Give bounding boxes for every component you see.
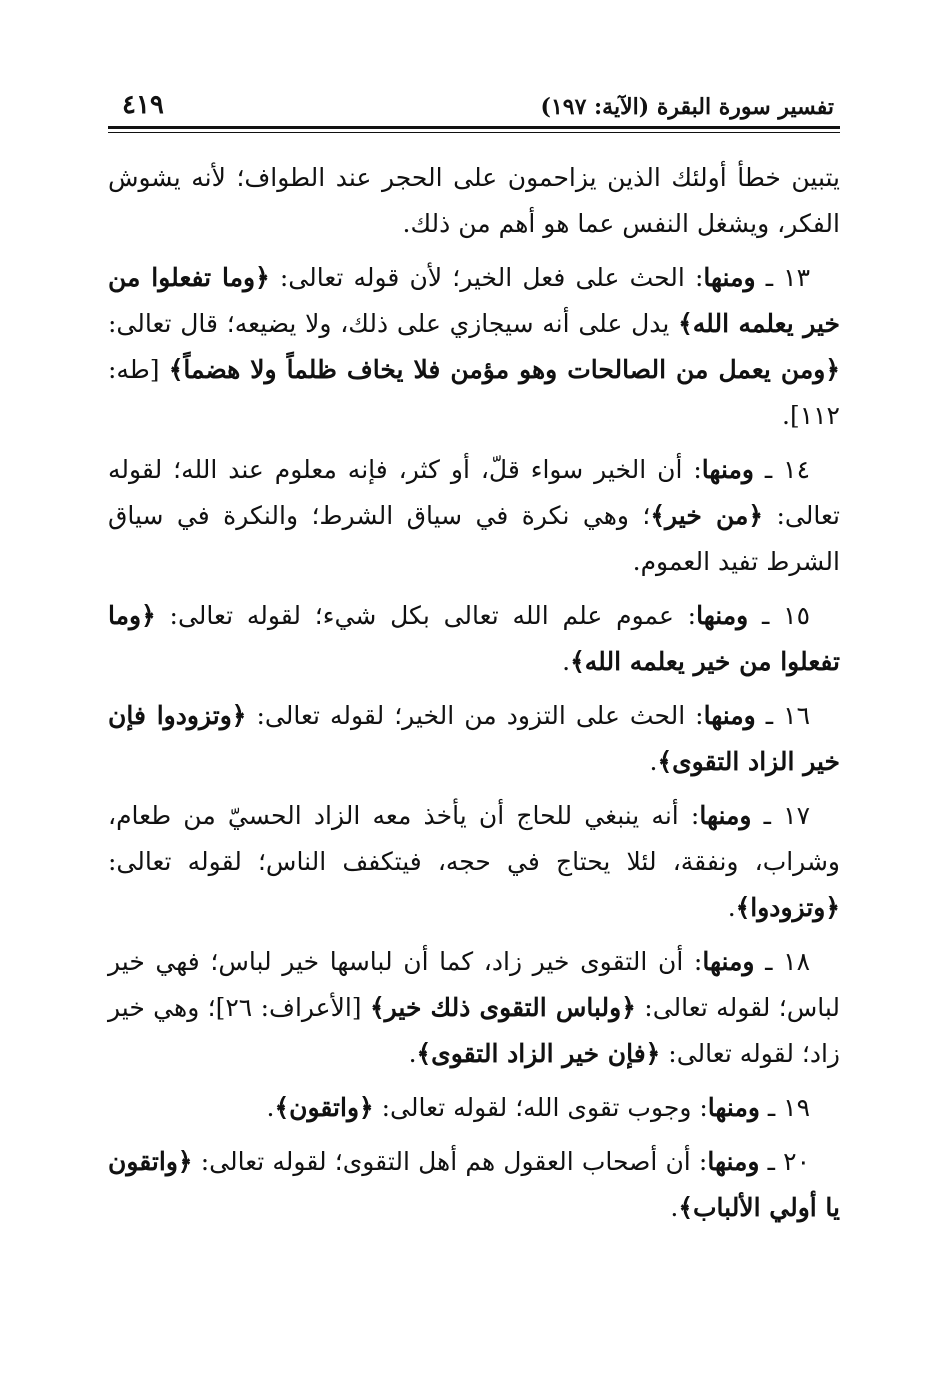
text-segment: : أن التقوى خير زاد، كما أن لباسها خير لباس؛ فهي خير لباس؛ لقوله تعالى: bbox=[108, 947, 840, 1022]
bold-text-segment: ومنها bbox=[707, 1093, 760, 1122]
bold-text-segment: ﴿واتقون﴾ bbox=[274, 1093, 374, 1122]
header-title: تفسير سورة البقرة (الآية: ١٩٧) bbox=[540, 94, 834, 120]
text-segment: : أن أصحاب العقول هم أهل التقوى؛ لقوله تعالى: bbox=[192, 1147, 708, 1176]
bold-text-segment: ﴿ولباس التقوى ذلك خير﴾ bbox=[369, 993, 636, 1022]
text-segment: . bbox=[649, 747, 658, 776]
paragraph bbox=[108, 155, 840, 247]
text-segment: . bbox=[408, 1039, 417, 1068]
text-segment: : أنه ينبغي للحاج أن يأخذ معه الزاد الحسيّ من طعام، وشراب، ونفقة، لئلا يحتاج في حجه، فيتكفف الناس؛ لقوله تعالى: bbox=[108, 801, 840, 876]
paragraph bbox=[108, 1139, 840, 1231]
bold-text-segment: ﴿وتزودوا فإن خير الزاد التقوى﴾ bbox=[108, 701, 840, 776]
header-rule-thin bbox=[108, 132, 840, 133]
text-segment: : الحث على فعل الخير؛ لأن قوله تعالى: bbox=[269, 263, 704, 292]
bold-text-segment: ومنها bbox=[696, 601, 749, 630]
paragraph bbox=[108, 1085, 840, 1131]
bold-text-segment: ومنها bbox=[701, 455, 754, 484]
bold-text-segment: ﴿وما تفعلوا من خير يعلمه الله﴾ bbox=[108, 263, 840, 338]
paragraph bbox=[108, 447, 840, 585]
bold-text-segment: ﴿من خير﴾ bbox=[650, 501, 764, 530]
bold-text-segment: ﴿وما تفعلوا من خير يعلمه الله﴾ bbox=[108, 601, 840, 676]
page-number: ٤١٩ bbox=[122, 90, 164, 120]
text-segment: . bbox=[266, 1093, 275, 1122]
text-segment: ١٣ ـ bbox=[755, 263, 810, 292]
bold-text-segment: ومنها bbox=[699, 801, 752, 830]
text-segment: . bbox=[670, 1193, 679, 1222]
book-page bbox=[108, 78, 840, 1239]
body-text bbox=[108, 155, 840, 1231]
text-segment: : الحث على التزود من الخير؛ لقوله تعالى: bbox=[246, 701, 704, 730]
paragraph bbox=[108, 255, 840, 439]
text-segment: : عموم علم الله تعالى بكل شيء؛ لقوله تعالى: bbox=[155, 601, 697, 630]
paragraph bbox=[108, 693, 840, 785]
paragraph bbox=[108, 939, 840, 1077]
text-segment: : وجوب تقوى الله؛ لقوله تعالى: bbox=[373, 1093, 708, 1122]
text-segment: . bbox=[727, 893, 736, 922]
header-rule-thick bbox=[108, 126, 840, 129]
text-segment: ٢٠ ـ bbox=[759, 1147, 811, 1176]
text-segment: ١٤ ـ bbox=[753, 455, 810, 484]
bold-text-segment: ﴿واتقون يا أولي الألباب﴾ bbox=[108, 1147, 840, 1222]
paragraph bbox=[108, 593, 840, 685]
text-segment: [طه: ١١٢]. bbox=[108, 355, 840, 430]
bold-text-segment: ﴿ومن يعمل من الصالحات وهو مؤمن فلا يخاف ظلماً ولا هضماً﴾ bbox=[168, 355, 840, 384]
text-segment: . bbox=[562, 647, 571, 676]
text-segment: ؛ وهي نكرة في سياق الشرط؛ والنكرة في سياق الشرط تفيد العموم. bbox=[108, 501, 840, 576]
text-segment: ١٨ ـ bbox=[754, 947, 810, 976]
text-segment: يتبين خطأ أولئك الذين يزاحمون على الحجر عند الطواف؛ لأنه يشوش الفكر، ويشغل النفس عما هو أهم من ذلك. bbox=[108, 163, 840, 238]
text-segment: ١٧ ـ bbox=[751, 801, 811, 830]
bold-text-segment: ومنها bbox=[703, 701, 756, 730]
bold-text-segment: ومنها bbox=[703, 263, 756, 292]
text-segment: ١٩ ـ bbox=[759, 1093, 810, 1122]
text-segment: : أن الخير سواء قلّ، أو كثر، فإنه معلوم عند الله؛ لقوله تعالى: bbox=[108, 455, 840, 530]
paragraph bbox=[108, 793, 840, 931]
text-segment: [الأعراف: ٢٦]؛ وهي خير زاد؛ لقوله تعالى: bbox=[108, 993, 840, 1068]
bold-text-segment: ومنها bbox=[707, 1147, 760, 1176]
text-segment: ١٥ ـ bbox=[748, 601, 810, 630]
bold-text-segment: ﴿وتزودوا﴾ bbox=[735, 893, 840, 922]
bold-text-segment: ﴿فإن خير الزاد التقوى﴾ bbox=[416, 1039, 661, 1068]
bold-text-segment: ومنها bbox=[702, 947, 755, 976]
running-header bbox=[108, 78, 840, 124]
text-segment: ١٦ ـ bbox=[755, 701, 811, 730]
text-segment: يدل على أنه سيجازي على ذلك، ولا يضيعه؛ قال تعالى: bbox=[108, 309, 679, 338]
